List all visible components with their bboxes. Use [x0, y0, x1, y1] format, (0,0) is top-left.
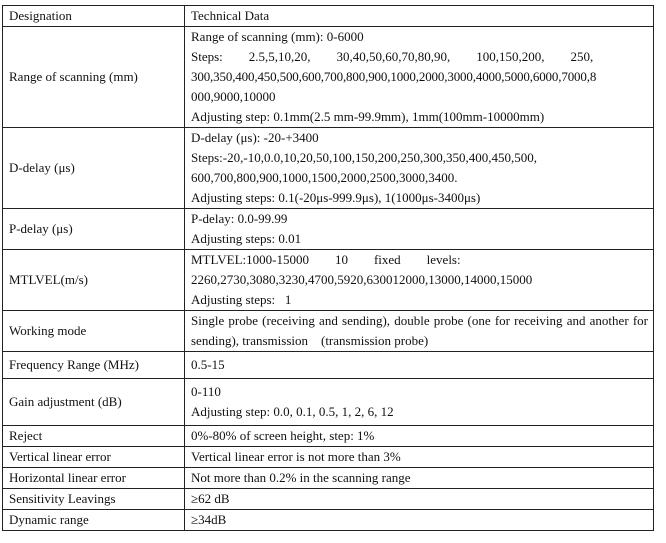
data-line: Steps:-20,-10,0.0,10,20,50,100,150,200,250,300,350,400,450,500, [191, 150, 537, 165]
data-line: Steps: 2.5,5,10,20, 30,40,50,60,70,80,90, 100,150,200, 250, [191, 49, 594, 64]
technical-data-cell [185, 468, 654, 489]
table-row-range-of-scanning [3, 27, 654, 128]
designation-cell: Sensitivity Leavings [3, 489, 185, 510]
data-line: ≥62 dB [191, 491, 230, 506]
designation-cell: Frequency Range (MHz) [3, 352, 185, 379]
data-line: 0.5-15 [191, 357, 225, 372]
data-line: Range of scanning (mm): 0-6000 [191, 29, 364, 44]
technical-data-cell [185, 250, 654, 311]
technical-data-cell [185, 27, 654, 128]
technical-data-cell [185, 352, 654, 379]
table-row-frequency-range [3, 352, 654, 379]
data-line: 000,9000,10000 [191, 89, 276, 104]
designation-cell: Gain adjustment (dB) [3, 379, 185, 426]
designation-cell: Horizontal linear error [3, 468, 185, 489]
data-line: MTLVEL:1000-15000 10 fixed levels: [191, 252, 461, 267]
table-row-mtlvel [3, 250, 654, 311]
technical-data-cell [185, 128, 654, 209]
designation-cell: MTLVEL(m/s) [3, 250, 185, 311]
data-line: 300,350,400,450,500,600,700,800,900,1000,2000,3000,4000,5000,6000,7000,8 [191, 69, 597, 84]
table-row-gain-adjustment [3, 379, 654, 426]
technical-data-cell [185, 447, 654, 468]
technical-data-cell [185, 379, 654, 426]
data-line: P-delay: 0.0-99.99 [191, 211, 288, 226]
designation-cell: Reject [3, 426, 185, 447]
data-line: Adjusting step: 0.1mm(2.5 mm-99.9mm), 1mm(100mm-10000mm) [191, 109, 545, 124]
data-line: Adjusting steps: 0.1(-20μs-999.9μs), 1(1000μs-3400μs) [191, 190, 481, 205]
data-line: 0%-80% of screen height, step: 1% [191, 428, 375, 443]
designation-cell: Vertical linear error [3, 447, 185, 468]
designation-cell: D-delay (μs) [3, 128, 185, 209]
data-line: Adjusting steps: 1 [191, 292, 292, 307]
technical-data-table [2, 5, 654, 531]
table-row-working-mode [3, 311, 654, 352]
technical-data-cell [185, 209, 654, 250]
technical-data-cell [185, 426, 654, 447]
header-technical-data: Technical Data [185, 6, 654, 27]
data-line: 600,700,800,900,1000,1500,2000,2500,3000,3400. [191, 170, 458, 185]
table-row-dynamic-range [3, 510, 654, 531]
data-line: 2260,2730,3080,3230,4700,5920,630012000,13000,14000,15000 [191, 272, 533, 287]
data-line: Vertical linear error is not more than 3% [191, 449, 401, 464]
designation-cell: P-delay (μs) [3, 209, 185, 250]
data-line: ≥34dB [191, 512, 227, 527]
table-row-vertical-linear-error [3, 447, 654, 468]
data-line: 0-110 [191, 384, 221, 399]
table-row-horizontal-linear-error [3, 468, 654, 489]
data-line: D-delay (μs): -20-+3400 [191, 130, 319, 145]
technical-data-cell [185, 510, 654, 531]
technical-data-cell [185, 489, 654, 510]
designation-cell: Working mode [3, 311, 185, 352]
designation-cell: Range of scanning (mm) [3, 27, 185, 128]
table-row-d-delay [3, 128, 654, 209]
table-row-reject [3, 426, 654, 447]
data-line: Adjusting steps: 0.01 [191, 231, 302, 246]
table-header-row [3, 6, 654, 27]
data-line: Not more than 0.2% in the scanning range [191, 470, 411, 485]
table-row-sensitivity-leavings [3, 489, 654, 510]
technical-data-cell [185, 311, 654, 352]
table-row-p-delay [3, 209, 654, 250]
data-paragraph: Single probe (receiving and sending), double probe (one for receiving and another for sending), transmission (transmission probe) [191, 313, 652, 348]
data-line: Adjusting step: 0.0, 0.1, 0.5, 1, 2, 6, 12 [191, 404, 394, 419]
header-designation: Designation [3, 6, 185, 27]
designation-cell: Dynamic range [3, 510, 185, 531]
